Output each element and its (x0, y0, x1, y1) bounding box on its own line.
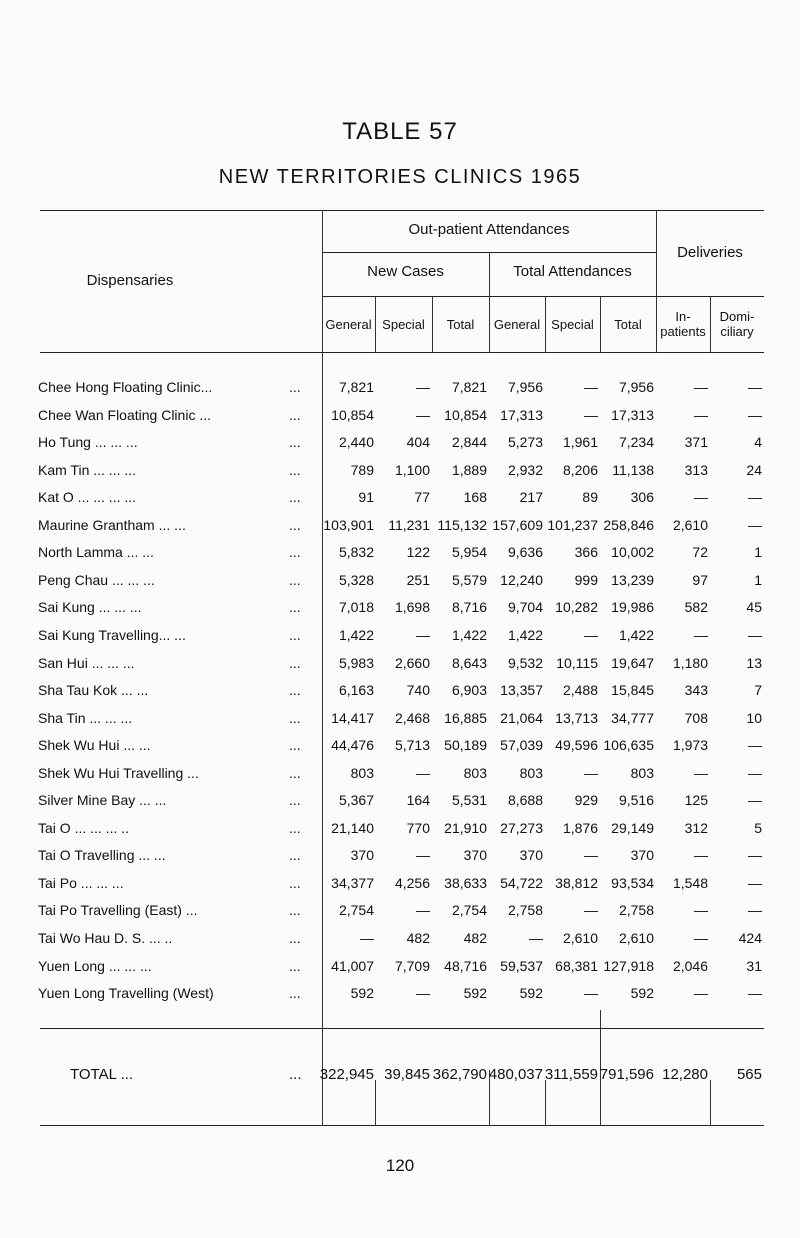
cell-new-total: 48,716 (444, 957, 487, 974)
cell-new-special: — (416, 902, 430, 919)
cell-new-total: 482 (463, 930, 487, 946)
cell-in-patients: 1,548 (672, 874, 708, 891)
cell-att-special: 2,610 (562, 930, 598, 946)
leader-dots: ... (289, 709, 301, 726)
dispensary-name: Chee Wan Floating Clinic ... (38, 406, 211, 423)
cell-new-general: 41,007 (331, 957, 374, 974)
header-special: Special (382, 317, 425, 332)
cell-new-special: 5,713 (394, 737, 430, 754)
cell-att-total: 127,918 (603, 957, 654, 974)
cell-domiciliary: 24 (746, 461, 762, 478)
cell-att-special: 101,237 (547, 516, 598, 533)
cell-att-general: 7,956 (507, 379, 543, 395)
cell-domiciliary: — (748, 764, 762, 781)
cell-in-patients: 343 (684, 682, 708, 699)
cell-att-total: 7,956 (618, 379, 654, 395)
cell-new-general: 5,832 (338, 544, 374, 561)
header-deliveries: Deliveries (677, 244, 743, 261)
table-row (0, 737, 800, 761)
leader-dots: ... (289, 571, 301, 588)
leader-dots: ... (289, 902, 301, 919)
cell-att-total: 803 (630, 764, 654, 781)
header-general: General (325, 317, 372, 332)
table-row (0, 765, 800, 789)
cell-att-general: 57,039 (500, 737, 543, 754)
cell-in-patients: 97 (692, 571, 708, 588)
cell-att-special: — (584, 902, 598, 919)
cell-att-special: 68,381 (555, 957, 598, 974)
leader-dots: ... (289, 1066, 302, 1083)
leader-dots: ... (289, 379, 301, 395)
cell-att-total: 9,516 (618, 792, 654, 809)
cell-att-special: 38,812 (555, 874, 598, 891)
cell-in-patients: 708 (684, 709, 708, 726)
cell-att-total: 106,635 (603, 737, 654, 754)
cell-domiciliary: — (748, 737, 762, 754)
table-row (0, 572, 800, 596)
table-row (0, 627, 800, 651)
cell-new-total: 6,903 (451, 682, 487, 699)
cell-new-special: 122 (406, 544, 430, 561)
cell-att-total: 29,149 (611, 819, 654, 836)
cell-new-general: 2,440 (338, 434, 374, 451)
dispensary-name: North Lamma ... ... (38, 544, 154, 561)
cell-domiciliary: 10 (746, 709, 762, 726)
cell-new-general: 91 (358, 489, 374, 506)
cell-att-general: 2,932 (507, 461, 543, 478)
dispensary-name: Yuen Long ... ... ... (38, 957, 152, 974)
cell-domiciliary: — (748, 406, 762, 423)
cell-new-special: 251 (406, 571, 430, 588)
cell-new-special: — (416, 379, 430, 395)
cell-new-general: 5,367 (338, 792, 374, 809)
cell-att-special: — (584, 985, 598, 1002)
cell-att-special: 1,961 (562, 434, 598, 451)
cell-domiciliary: — (748, 626, 762, 643)
cell-att-special: 366 (574, 544, 598, 561)
dispensary-name: Sai Kung ... ... ... (38, 599, 142, 616)
cell-domiciliary: — (748, 379, 762, 395)
table-row (0, 820, 800, 844)
cell-att-general: 12,240 (500, 571, 543, 588)
cell-att-general: 13,357 (500, 682, 543, 699)
table-row (0, 710, 800, 734)
cell-domiciliary: 45 (746, 599, 762, 616)
cell-new-total: 8,643 (451, 654, 487, 671)
cell-new-total: 8,716 (451, 599, 487, 616)
cell-new-special: 770 (406, 819, 430, 836)
cell-domiciliary: 424 (738, 930, 762, 946)
cell-att-general: 8,688 (507, 792, 543, 809)
header-outpatient: Out-patient Attendances (408, 221, 570, 238)
cell-new-general: 7,821 (338, 379, 374, 395)
leader-dots: ... (289, 461, 301, 478)
table-subtitle: NEW TERRITORIES CLINICS 1965 (218, 166, 582, 188)
cell-att-special: — (584, 847, 598, 864)
cell-att-total: 791,596 (599, 1066, 654, 1083)
table-row (0, 599, 800, 623)
cell-new-total: 1,889 (451, 461, 487, 478)
dispensary-name: Maurine Grantham ... ... (38, 516, 186, 533)
cell-att-total: 17,313 (611, 406, 654, 423)
cell-new-special: — (416, 764, 430, 781)
cell-in-patients: 72 (692, 544, 708, 561)
cell-new-general: 6,163 (338, 682, 374, 699)
cell-new-general: 592 (350, 985, 374, 1002)
cell-att-total: 34,777 (611, 709, 654, 726)
cell-att-total: 10,002 (611, 544, 654, 561)
cell-att-general: 9,704 (507, 599, 543, 616)
dispensary-name: Kam Tin ... ... ... (38, 461, 137, 478)
leader-dots: ... (289, 599, 301, 616)
cell-new-general: 103,901 (323, 516, 374, 533)
cell-new-special: 77 (414, 489, 430, 506)
cell-att-special: 1,876 (562, 819, 598, 836)
cell-new-total: 10,854 (444, 406, 487, 423)
subheader-rule (322, 296, 764, 297)
cell-new-special: 2,468 (394, 709, 430, 726)
cell-new-total: 1,422 (451, 626, 487, 643)
cell-domiciliary: — (748, 847, 762, 864)
cell-new-special: — (416, 985, 430, 1002)
cell-att-total: 13,239 (611, 571, 654, 588)
cell-in-patients: 1,180 (672, 654, 708, 671)
dispensary-name: Yuen Long Travelling (West) (38, 985, 214, 1002)
cell-in-patients: — (694, 764, 708, 781)
cell-new-total: 115,132 (437, 516, 487, 533)
cell-att-general: 1,422 (507, 626, 543, 643)
cell-domiciliary: 5 (754, 819, 762, 836)
header-in-patients: In- patients (660, 309, 706, 339)
cell-new-general: 803 (350, 764, 374, 781)
cell-new-special: 1,100 (394, 461, 430, 478)
dispensary-name: Tai O Travelling ... ... (38, 847, 166, 864)
dispensary-name: Tai O ... ... ... .. (38, 819, 130, 836)
cell-att-general: 59,537 (500, 957, 543, 974)
header-special: Special (551, 317, 594, 332)
leader-dots: ... (289, 847, 301, 864)
cell-domiciliary: — (748, 516, 762, 533)
cell-att-total: 93,534 (611, 874, 654, 891)
cell-domiciliary: 31 (746, 957, 762, 974)
leader-dots: ... (289, 737, 301, 754)
cell-new-special: 11,231 (388, 516, 430, 533)
cell-att-general: 27,273 (500, 819, 543, 836)
table-row (0, 930, 800, 954)
cell-in-patients: 371 (684, 434, 708, 451)
page-number: 120 (385, 1156, 415, 1175)
cell-new-total: 2,754 (451, 902, 487, 919)
cell-in-patients: — (694, 406, 708, 423)
table-row (0, 407, 800, 431)
cell-att-special: — (584, 406, 598, 423)
cell-in-patients: — (694, 902, 708, 919)
cell-in-patients: 313 (684, 461, 708, 478)
cell-att-total: 258,846 (603, 516, 654, 533)
cell-new-total: 21,910 (444, 819, 487, 836)
cell-att-total: 11,138 (612, 461, 654, 478)
cell-new-general: 14,417 (331, 709, 374, 726)
table-row (0, 847, 800, 871)
cell-att-general: 9,636 (507, 544, 543, 561)
cell-new-total: 50,189 (444, 737, 487, 754)
dispensary-name: Tai Po ... ... ... (38, 874, 124, 891)
table-row (0, 462, 800, 486)
cell-new-total: 362,790 (432, 1066, 487, 1083)
cell-att-total: 592 (630, 985, 654, 1002)
cell-new-general: 2,754 (338, 902, 374, 919)
header-total-attendances: Total Attendances (513, 263, 632, 280)
cell-att-special: 49,596 (555, 737, 598, 754)
cell-new-general: 5,983 (338, 654, 374, 671)
table-row (0, 682, 800, 706)
cell-new-general: 370 (350, 847, 374, 864)
cell-domiciliary: 4 (754, 434, 762, 451)
cell-att-special: 929 (574, 792, 598, 809)
cell-new-general: 5,328 (338, 571, 374, 588)
cell-att-general: 21,064 (500, 709, 543, 726)
header-total: Total (614, 317, 642, 332)
header-general: General (493, 317, 541, 332)
cell-new-total: 168 (463, 489, 487, 506)
cell-domiciliary: — (748, 985, 762, 1002)
leader-dots: ... (289, 489, 301, 506)
table-row (0, 517, 800, 541)
cell-new-special: 4,256 (394, 874, 430, 891)
cell-domiciliary: — (748, 489, 762, 506)
leader-dots: ... (289, 819, 301, 836)
cell-att-general: 480,037 (488, 1066, 543, 1083)
cell-new-total: 5,954 (451, 544, 487, 561)
cell-new-total: 370 (463, 847, 487, 864)
cell-in-patients: 125 (684, 792, 708, 809)
table-row (0, 792, 800, 816)
cell-domiciliary: — (748, 874, 762, 891)
cell-att-general: 54,722 (500, 874, 543, 891)
cell-new-total: 2,844 (451, 434, 487, 451)
cell-new-special: 7,709 (394, 957, 430, 974)
cell-new-total: 5,531 (451, 792, 487, 809)
leader-dots: ... (289, 544, 301, 561)
cell-att-special: 2,488 (562, 682, 598, 699)
header-dispensaries: Dispensaries (86, 272, 174, 289)
cell-in-patients: 2,046 (672, 957, 708, 974)
cell-new-general: 322,945 (319, 1066, 374, 1083)
cell-new-total: 16,885 (444, 709, 487, 726)
leader-dots: ... (289, 985, 301, 1002)
header-new-cases: New Cases (367, 263, 444, 280)
leader-dots: ... (289, 930, 301, 946)
table-row (0, 958, 800, 982)
dispensary-name: Tai Po Travelling (East) ... (38, 902, 198, 919)
cell-new-special: 39,845 (384, 1066, 430, 1083)
table-row (0, 875, 800, 899)
cell-att-special: 999 (574, 571, 598, 588)
cell-new-general: 44,476 (331, 737, 374, 754)
dispensary-name: Sha Tin ... ... ... (38, 709, 133, 726)
leader-dots: ... (289, 764, 301, 781)
leader-dots: ... (289, 682, 301, 699)
cell-domiciliary: — (748, 792, 762, 809)
dispensary-name: Shek Wu Hui ... ... (38, 737, 151, 754)
cell-att-special: 89 (582, 489, 598, 506)
leader-dots: ... (289, 792, 301, 809)
dispensary-name: Tai Wo Hau D. S. ... .. (38, 930, 173, 946)
dispensary-name: San Hui ... ... ... (38, 654, 135, 671)
page-title: TABLE 57 (342, 118, 458, 145)
cell-new-total: 592 (463, 985, 487, 1002)
cell-att-special: 8,206 (562, 461, 598, 478)
cell-in-patients: — (694, 379, 708, 395)
cell-att-general: 2,758 (507, 902, 543, 919)
dispensary-name: Silver Mine Bay ... ... (38, 792, 167, 809)
dispensary-name: Peng Chau ... ... ... (38, 571, 155, 588)
leader-dots: ... (289, 654, 301, 671)
cell-att-special: 13,713 (555, 709, 598, 726)
cell-att-general: 17,313 (500, 406, 543, 423)
dispensary-name: Chee Hong Floating Clinic... (38, 379, 213, 395)
cell-att-special: — (584, 379, 598, 395)
table-row (0, 902, 800, 926)
cell-new-general: 1,422 (338, 626, 374, 643)
cell-att-general: 5,273 (507, 434, 543, 451)
cell-new-special: — (416, 626, 430, 643)
table-row (0, 434, 800, 458)
dispensary-name: Ho Tung ... ... ... (38, 434, 138, 451)
cell-att-total: 7,234 (618, 434, 654, 451)
header-domiciliary: Domi- ciliary (719, 309, 755, 339)
table-row (0, 985, 800, 1009)
cell-att-total: 19,986 (611, 599, 654, 616)
cell-att-special: — (584, 626, 598, 643)
cell-att-total: 2,758 (618, 902, 654, 919)
cell-new-general: 789 (350, 461, 374, 478)
dispensary-name: Sai Kung Travelling... ... (38, 626, 186, 643)
cell-att-total: 1,422 (618, 626, 654, 643)
cell-domiciliary: 13 (746, 654, 762, 671)
bottom-rule (40, 1125, 764, 1126)
cell-new-special: 1,698 (394, 599, 430, 616)
cell-att-special: 311,559 (544, 1066, 598, 1083)
cell-domiciliary: — (748, 902, 762, 919)
table-row (0, 544, 800, 568)
cell-in-patients: — (694, 930, 708, 946)
cell-new-general: 7,018 (338, 599, 374, 616)
cell-new-special: — (416, 847, 430, 864)
cell-new-special: 482 (406, 930, 430, 946)
cell-new-general: 34,377 (331, 874, 374, 891)
cell-in-patients: — (694, 489, 708, 506)
cell-in-patients: 12,280 (662, 1066, 708, 1083)
cell-new-total: 7,821 (451, 379, 487, 395)
body-bottom-rule (40, 1028, 764, 1029)
cell-att-total: 19,647 (611, 654, 654, 671)
cell-att-general: 592 (519, 985, 543, 1002)
cell-new-special: 164 (406, 792, 430, 809)
cell-att-general: 370 (519, 847, 543, 864)
leader-dots: ... (289, 406, 301, 423)
cell-domiciliary: 1 (754, 544, 762, 561)
cell-in-patients: — (694, 626, 708, 643)
leader-dots: ... (289, 434, 301, 451)
cell-in-patients: — (694, 985, 708, 1002)
cell-in-patients: 1,973 (672, 737, 708, 754)
cell-att-total: 2,610 (618, 930, 654, 946)
dispensary-name: Shek Wu Hui Travelling ... (38, 764, 199, 781)
cell-att-total: 306 (630, 489, 654, 506)
cell-att-special: 10,282 (555, 599, 598, 616)
dispensary-name: Kat O ... ... ... ... (38, 489, 137, 506)
cell-att-total: 370 (630, 847, 654, 864)
table-row (0, 489, 800, 513)
cell-domiciliary: 565 (736, 1066, 762, 1083)
table-row (0, 655, 800, 679)
dispensary-name: Sha Tau Kok ... ... (38, 682, 149, 699)
cell-new-total: 5,579 (451, 571, 487, 588)
cell-new-general: 21,140 (331, 819, 374, 836)
cell-att-general: 9,532 (507, 654, 543, 671)
table-row (0, 379, 800, 403)
total-row (0, 1066, 800, 1090)
cell-new-special: 404 (406, 434, 430, 451)
cell-domiciliary: 1 (754, 571, 762, 588)
cell-att-general: 803 (519, 764, 543, 781)
dispensary-name: TOTAL ... (70, 1066, 134, 1083)
cell-att-special: — (584, 764, 598, 781)
leader-dots: ... (289, 516, 301, 533)
cell-new-special: 2,660 (394, 654, 430, 671)
leader-dots: ... (289, 626, 301, 643)
cell-in-patients: 312 (684, 819, 708, 836)
cell-att-general: 217 (519, 489, 543, 506)
cell-in-patients: — (694, 847, 708, 864)
cell-new-general: 10,854 (331, 406, 374, 423)
cell-att-special: 10,115 (556, 654, 598, 671)
cell-domiciliary: 7 (754, 682, 762, 699)
cell-att-general: — (529, 930, 543, 946)
cell-in-patients: 2,610 (672, 516, 708, 533)
cell-att-general: 157,609 (492, 516, 543, 533)
cell-in-patients: 582 (684, 599, 708, 616)
leader-dots: ... (289, 874, 301, 891)
cell-new-total: 38,633 (444, 874, 487, 891)
cell-new-special: 740 (406, 682, 430, 699)
header-total: Total (446, 317, 475, 332)
cell-new-total: 803 (463, 764, 487, 781)
cell-new-general: — (360, 930, 374, 946)
cell-att-total: 15,845 (611, 682, 654, 699)
cell-new-special: — (416, 406, 430, 423)
leader-dots: ... (289, 957, 301, 974)
